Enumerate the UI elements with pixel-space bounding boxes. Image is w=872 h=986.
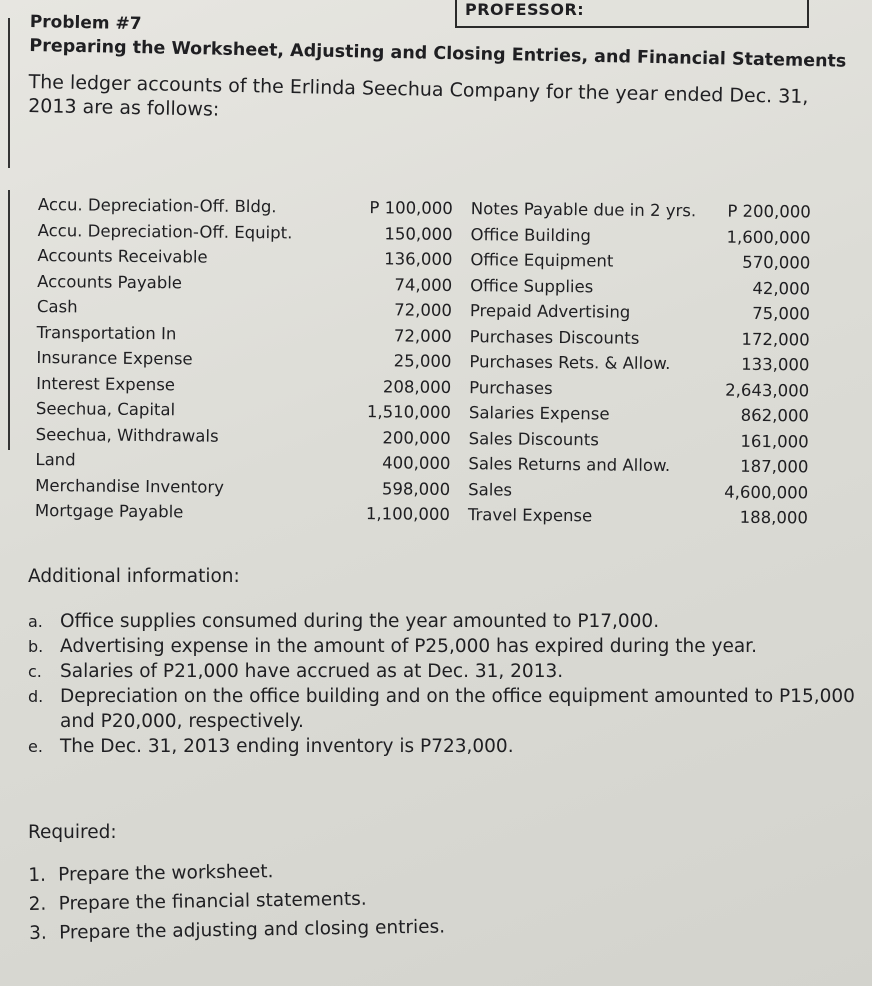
item-marker: e. [28, 737, 43, 756]
left-account-amount: 136,000 [384, 249, 453, 270]
left-account-amount: 150,000 [384, 224, 453, 244]
ledger-accounts [35, 192, 818, 531]
right-account-amount: 172,000 [741, 329, 810, 350]
additional-item [28, 634, 868, 659]
right-account-amount: 161,000 [740, 431, 809, 452]
additional-list [28, 609, 868, 759]
problem-header [28, 12, 850, 134]
left-account-amount: 72,000 [394, 300, 452, 321]
left-account-name: Accu. Depreciation-Off. Bldg. [37, 195, 277, 217]
right-account-name: Sales Returns and Allow. [468, 454, 671, 476]
right-account-name: Purchases Discounts [469, 326, 640, 348]
left-account-name: Mortgage Payable [34, 501, 184, 522]
item-text: Prepare the financial statements. [58, 888, 367, 915]
margin-line [8, 190, 10, 450]
left-account-amount: 1,100,000 [365, 504, 451, 525]
left-account-amount: 208,000 [382, 377, 452, 397]
left-account-name: Interest Expense [36, 373, 176, 395]
required-list [28, 850, 729, 948]
ledger-table [35, 192, 811, 531]
right-account-amount: 133,000 [741, 355, 810, 375]
left-account-amount: 598,000 [381, 479, 451, 499]
item-marker: c. [28, 662, 42, 681]
left-account-name: Transportation In [36, 322, 177, 344]
right-account-amount: 42,000 [752, 278, 811, 299]
left-account-name: Seechua, Withdrawals [35, 424, 219, 446]
item-text: Prepare the worksheet. [58, 861, 274, 886]
right-account-amount: 2,643,000 [725, 380, 810, 401]
left-account-name: Cash [36, 297, 78, 317]
problem-title: Preparing the Worksheet, Adjusting and Closing Entries, and Financial Statements [29, 35, 847, 72]
left-account-amount: 25,000 [393, 351, 452, 372]
left-account-amount: P 100,000 [369, 198, 453, 219]
additional-heading: Additional information: [28, 566, 240, 587]
item-marker: b. [28, 637, 44, 656]
additional-item [28, 684, 868, 734]
left-account-name: Insurance Expense [36, 348, 193, 369]
left-account-name: Accu. Depreciation-Off. Equipt. [37, 220, 293, 243]
item-marker: 2. [28, 893, 47, 915]
right-account-name: Office Equipment [470, 250, 614, 271]
item-text: Prepare the adjusting and closing entries. [58, 916, 446, 944]
left-account-name: Accounts Receivable [37, 246, 208, 267]
item-text: Salaries of P21,000 have accrued as at Dec. 31, 2013. [60, 661, 564, 682]
item-text: Office supplies consumed during the year amounted to P17,000. [60, 611, 660, 632]
problem-number: Problem #7 [29, 12, 142, 35]
right-account-name: Salaries Expense [468, 403, 610, 424]
right-account-name: Office Building [470, 224, 592, 246]
right-account-amount: 862,000 [740, 406, 809, 426]
left-account-amount: 72,000 [393, 326, 452, 346]
professor-label: PROFESSOR: [465, 0, 585, 19]
left-account-amount: 74,000 [394, 275, 453, 295]
right-account-amount: 4,600,000 [724, 482, 809, 503]
left-account-amount: 400,000 [382, 453, 451, 474]
additional-item [28, 659, 868, 684]
additional-item [28, 609, 868, 634]
left-account-name: Merchandise Inventory [35, 475, 225, 497]
item-marker: 3. [28, 922, 47, 944]
item-text: Advertising expense in the amount of P25,000 has expired during the year. [60, 636, 757, 657]
right-account-name: Travel Expense [467, 505, 593, 526]
left-account-name: Land [35, 450, 76, 470]
right-account-amount: 187,000 [740, 457, 809, 477]
right-account-amount: 1,600,000 [726, 227, 811, 248]
item-marker: d. [28, 687, 44, 706]
right-account-name: Prepaid Advertising [469, 301, 631, 322]
required-section [28, 822, 728, 948]
additional-information [28, 566, 868, 759]
margin-line [8, 18, 10, 168]
intro-text: The ledger accounts of the Erlinda Seechua Company for the year ended Dec. 31, 2013 are as follows: [27, 70, 809, 121]
right-account-name: Office Supplies [470, 275, 594, 297]
additional-item [28, 734, 868, 759]
item-marker: a. [28, 612, 43, 631]
right-account-name: Sales Discounts [468, 428, 599, 450]
required-heading: Required: [28, 822, 117, 843]
right-account-amount: 188,000 [739, 508, 808, 528]
item-text: The Dec. 31, 2013 ending inventory is P723,000. [60, 736, 514, 757]
left-account-amount: 1,510,000 [366, 402, 451, 423]
right-account-amount: 75,000 [752, 304, 810, 324]
right-account-name: Purchases Rets. & Allow. [469, 352, 671, 374]
left-account-name: Accounts Payable [37, 271, 183, 293]
left-account-name: Seechua, Capital [35, 399, 176, 420]
left-account-amount: 200,000 [382, 428, 451, 448]
item-text: Depreciation on the office building and on the office equipment amounted to P15,000 and P20,000, respectively. [60, 686, 855, 732]
right-account-name: Purchases [469, 377, 553, 398]
right-account-name: Notes Payable due in 2 yrs. [470, 199, 697, 221]
right-account-amount: 570,000 [742, 253, 811, 273]
right-account-name: Sales [468, 479, 513, 500]
item-marker: 1. [28, 864, 47, 886]
right-account-amount: P 200,000 [727, 201, 811, 222]
